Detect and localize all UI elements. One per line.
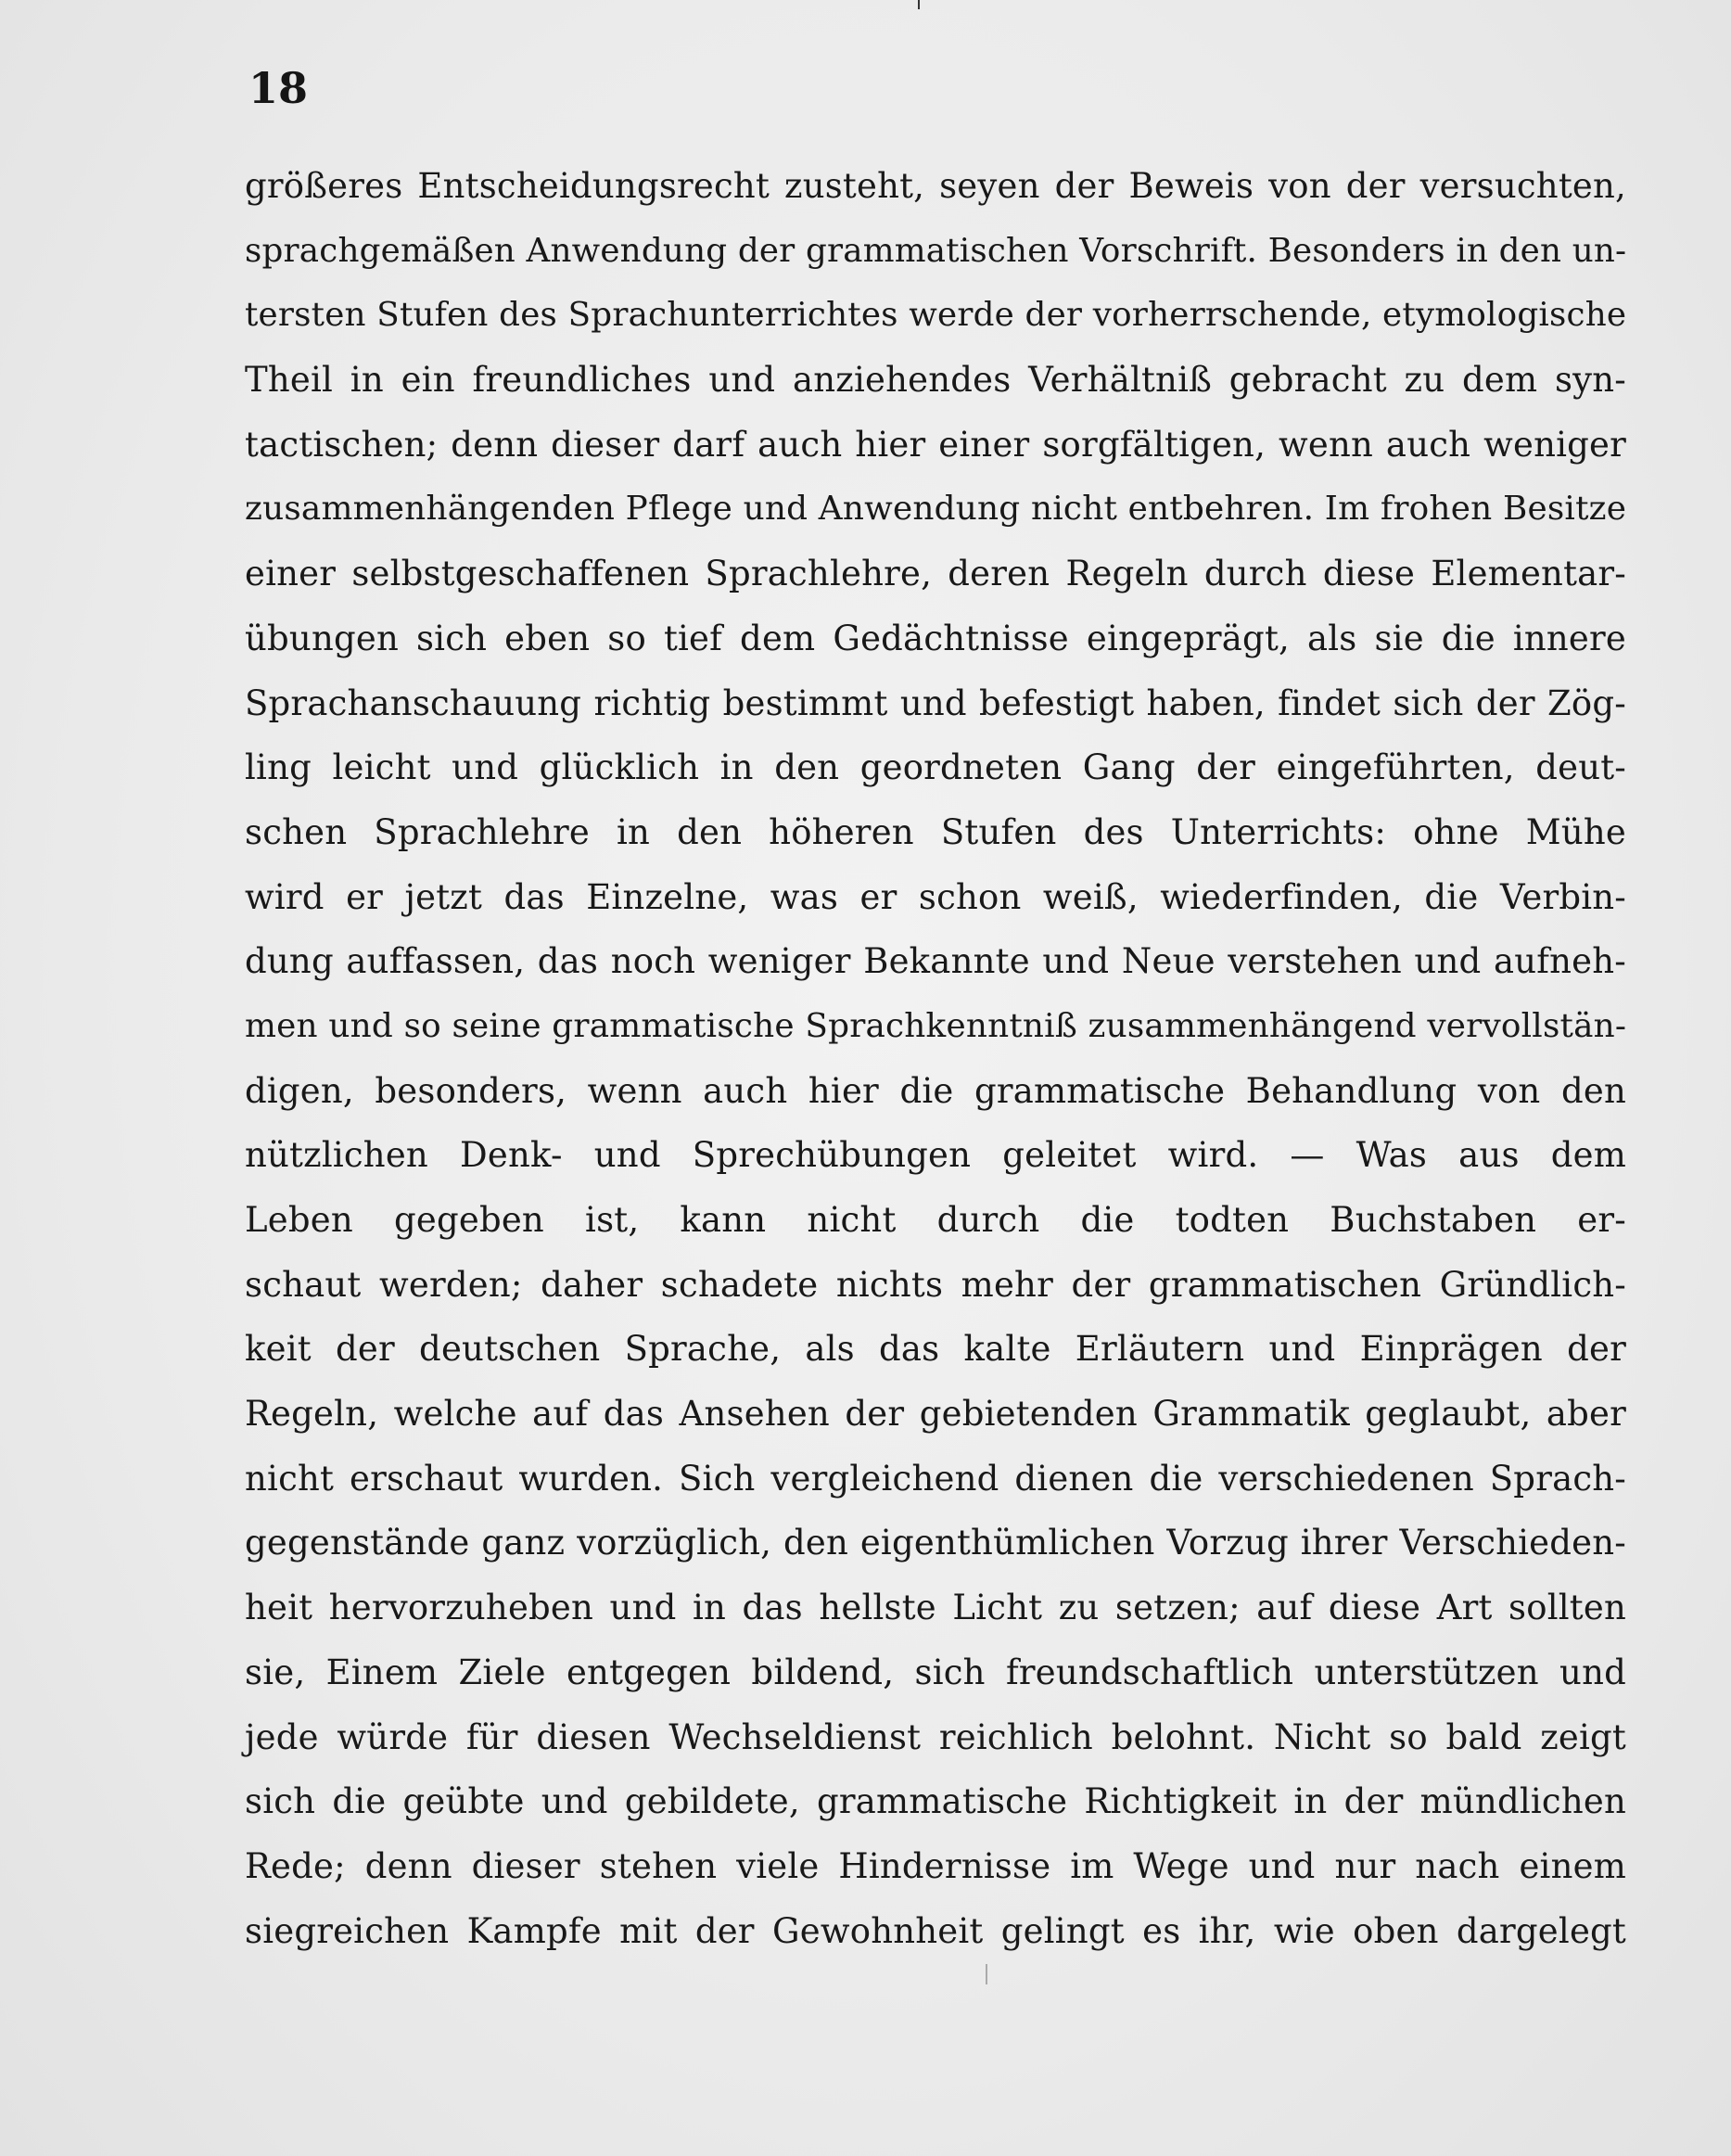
text-line: nützlichen Denk- und Sprechübungen geleitet wird. — Was aus dem bbox=[245, 1135, 1626, 1176]
text-line: tactischen; denn dieser darf auch hier einer sorgfältigen, wenn auch weniger bbox=[245, 424, 1626, 465]
text-line: sprachgemäßen Anwendung der grammatischen Vorschrift. Besonders in den un- bbox=[245, 231, 1627, 270]
text-line: wird er jetzt das Einzelne, was er schon weiß, wiederfinden, die Verbin- bbox=[245, 876, 1626, 917]
text-line: Regeln, welche auf das Ansehen der gebietenden Grammatik geglaubt, aber bbox=[245, 1394, 1626, 1435]
text-line: ling leicht und glücklich in den geordneten Gang der eingeführten, deut- bbox=[245, 747, 1626, 788]
text-line: größeres Entscheidungsrecht zusteht, seyen der Beweis von der versuchten, bbox=[245, 166, 1626, 206]
text-line: Leben gegeben ist, kann nicht durch die todten Buchstaben er- bbox=[245, 1200, 1626, 1240]
bottom-margin-mark bbox=[986, 1964, 987, 1984]
body-text bbox=[245, 154, 1626, 1963]
text-line: schen Sprachlehre in den höheren Stufen des Unterrichts: ohne Mühe bbox=[245, 811, 1626, 852]
text-line: Rede; denn dieser stehen viele Hindernisse im Wege und nur nach einem bbox=[245, 1845, 1626, 1886]
text-line: Theil in ein freundliches und anziehendes Verhältniß gebracht zu dem syn- bbox=[245, 360, 1626, 401]
text-line: dung auffassen, das noch weniger Bekannte und Neue verstehen und aufneh- bbox=[245, 941, 1626, 982]
text-line: zusammenhängenden Pflege und Anwendung nicht entbehren. Im frohen Besitze bbox=[245, 490, 1627, 529]
text-line: siegreichen Kampfe mit der Gewohnheit gelingt es ihr, wie oben dargelegt bbox=[245, 1910, 1626, 1951]
text-line: übungen sich eben so tief dem Gedächtnisse eingeprägt, als sie die innere bbox=[245, 618, 1626, 658]
text-line: jede würde für diesen Wechseldienst reichlich belohnt. Nicht so bald zeigt bbox=[245, 1716, 1626, 1757]
text-line: nicht erschaut wurden. Sich vergleichend dienen die verschiedenen Sprach- bbox=[245, 1458, 1626, 1499]
top-edge-mark bbox=[918, 0, 920, 9]
text-line: schaut werden; daher schadete nichts mehr der grammatischen Gründlich- bbox=[245, 1264, 1626, 1305]
text-line: digen, besonders, wenn auch hier die grammatische Behandlung von den bbox=[245, 1070, 1626, 1111]
text-line: Sprachanschauung richtig bestimmt und befestigt haben, findet sich der Zög- bbox=[245, 683, 1626, 723]
text-line: men und so seine grammatische Sprachkenntniß zusammenhängend vervollstän- bbox=[245, 1006, 1627, 1045]
text-line: gegenstände ganz vorzüglich, den eigenthümlichen Vorzug ihrer Verschieden- bbox=[245, 1523, 1626, 1563]
text-line: keit der deutschen Sprache, als das kalte Erläutern und Einprägen der bbox=[245, 1329, 1626, 1370]
text-line: tersten Stufen des Sprachunterrichtes werde der vorherrschende, etymologische bbox=[245, 296, 1627, 335]
page-number: 18 bbox=[248, 63, 309, 113]
text-line: sich die geübte und gebildete, grammatische Richtigkeit in der mündlichen bbox=[245, 1781, 1626, 1822]
text-line: heit hervorzuheben und in das hellste Licht zu setzen; auf diese Art sollten bbox=[245, 1588, 1626, 1628]
text-line: einer selbstgeschaffenen Sprachlehre, deren Regeln durch diese Elementar- bbox=[245, 554, 1626, 594]
text-line: sie, Einem Ziele entgegen bildend, sich freundschaftlich unterstützen und bbox=[245, 1652, 1626, 1692]
